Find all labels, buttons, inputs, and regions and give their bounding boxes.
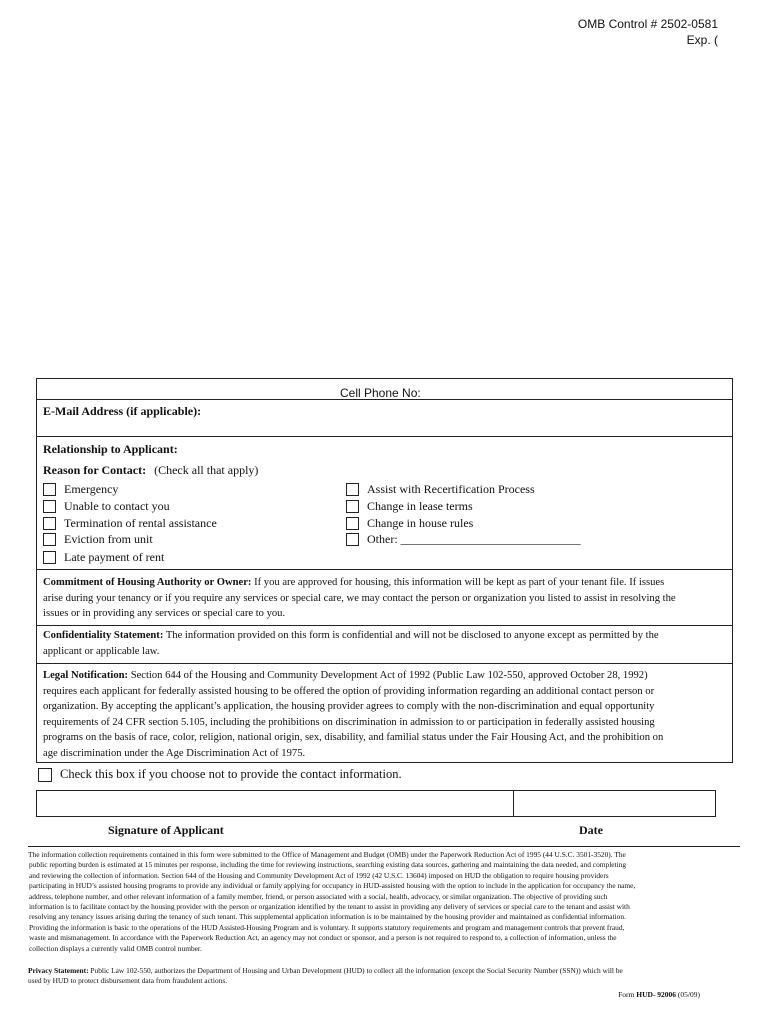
cell-phone-label: Cell Phone No: — [340, 386, 421, 400]
relationship-label: Relationship to Applicant: — [43, 442, 178, 456]
reason-option-label: Emergency — [64, 482, 119, 496]
reason-option[interactable] — [346, 532, 581, 547]
divider — [37, 436, 732, 437]
burden-line: The information collection requirements contained in this form were submitted to the Office of Management and Budget (OMB) under the Paperwork Reduction Act of 1995 (44 U.S.C. 3501-3520). The — [28, 850, 626, 859]
reason-label: Reason for Contact: — [43, 463, 147, 477]
form-prefix: Form — [618, 990, 635, 999]
divider — [37, 625, 732, 626]
burden-line: Providing the information is basic to the operations of the HUD Assisted-Housing Program and is voluntary. It supports statutory requirements and program and management controls that prevent fraud, — [29, 922, 625, 932]
form-date: (05/09) — [677, 990, 700, 999]
reason-option-label: Termination of rental assistance — [64, 516, 217, 530]
opt-out-checkbox[interactable] — [38, 768, 52, 782]
reason-option[interactable] — [43, 482, 118, 497]
omb-expiration: Exp. ( — [686, 33, 718, 47]
commitment-text: issues or in providing any services or special care to you. — [43, 608, 286, 619]
reason-option[interactable] — [43, 532, 153, 547]
confidentiality-section — [43, 628, 723, 659]
reason-option[interactable] — [346, 482, 535, 497]
reason-hint: (Check all that apply) — [154, 463, 259, 477]
reason-option[interactable] — [43, 516, 217, 531]
commitment-text: arise during your tenancy or if you require any services or special care, we may contact the person or organization you listed to assist in resolving the — [43, 592, 676, 604]
divider — [28, 846, 740, 847]
reason-option-label: Unable to contact you — [64, 499, 170, 513]
reason-option-label: Change in lease terms — [367, 499, 473, 513]
burden-line: collection displays a currently valid OMB control number. — [29, 943, 202, 953]
legal-title: Legal Notification: — [43, 670, 129, 681]
burden-statement — [28, 850, 740, 954]
house-rules-checkbox[interactable] — [346, 517, 359, 530]
date-label: Date — [579, 823, 603, 837]
burden-line: resolving any tenancy issues arising during the tenancy of such tenant. This supplemental application information is to be maintained by the housing provider and maintained as confidential information. — [29, 912, 626, 922]
burden-line: public reporting burden is estimated at 15 minutes per response, including the time for reviewing instructions, searching existing data sources, gathering and maintaining the data needed, and completing — [29, 860, 627, 870]
signature-label: Signature of Applicant — [108, 823, 224, 837]
legal-text: requirements of 24 CFR section 5.105, including the prohibitions on discrimination in admission to or participation in federally assisted housing — [43, 716, 655, 728]
other-checkbox[interactable] — [346, 533, 359, 546]
confidentiality-title: Confidentiality Statement: — [43, 630, 164, 641]
email-label: E-Mail Address (if applicable): — [43, 404, 202, 418]
signature-field[interactable] — [37, 791, 512, 816]
reason-option[interactable] — [43, 499, 170, 514]
opt-out-label: Check this box if you choose not to provide the contact information. — [60, 767, 402, 781]
lease-terms-checkbox[interactable] — [346, 500, 359, 513]
recertification-checkbox[interactable] — [346, 483, 359, 496]
privacy-statement — [28, 966, 740, 987]
reason-option[interactable] — [346, 516, 473, 531]
reason-option-label: Assist with Recertification Process — [367, 482, 535, 496]
commitment-section — [43, 575, 723, 622]
omb-control-number: OMB Control # 2502-0581 — [577, 17, 718, 31]
form-number — [618, 990, 700, 999]
reason-option-label: Other: ______________________________ — [367, 532, 581, 546]
burden-line: waste and mismanagement. In accordance with the Paperwork Reduction Act, an agency may not conduct or sponsor, and a person is not required to respond to, a collection of information, unless the — [29, 933, 617, 943]
emergency-checkbox[interactable] — [43, 483, 56, 496]
burden-line: address, telephone number, and other relevant information of a family member, friend, or person associated with a social, health, advocacy, or similar organization. The objective of providing such — [29, 891, 608, 901]
confidentiality-text: The information provided on this form is confidential and will not be disclosed to anyone except as permitted by the — [165, 630, 659, 641]
confidentiality-text: applicant or applicable law. — [43, 645, 160, 657]
privacy-text: used by HUD to protect disbursement data from fraudulent actions. — [28, 976, 228, 986]
opt-out-option[interactable] — [38, 767, 402, 782]
legal-text: requires each applicant for federally assisted housing to be offered the option of providing information regarding an additional contact person or — [43, 685, 655, 697]
legal-notification-section — [43, 668, 723, 761]
burden-line: participating in HUD’s assisted housing programs to provide any individual or family applying for occupancy in HUD-assisted housing with the option to include in the application for occupancy the name, — [29, 881, 636, 891]
divider — [37, 663, 732, 664]
unable-to-contact-checkbox[interactable] — [43, 500, 56, 513]
legal-text: age discrimination under the Age Discrimination Act of 1975. — [43, 747, 306, 759]
divider — [37, 569, 732, 570]
burden-line: and reviewing the collection of information. Section 644 of the Housing and Community Development Act of 1992 (42 U.S.C. 13604) imposed on HUD the obligation to require housing providers — [29, 870, 609, 880]
termination-checkbox[interactable] — [43, 517, 56, 530]
reason-for-contact — [43, 461, 258, 479]
late-payment-checkbox[interactable] — [43, 551, 56, 564]
privacy-text: Public Law 102-550, authorizes the Department of Housing and Urban Development (HUD) to collect all the information (except the Social Security Number (SSN)) which will be — [90, 966, 623, 975]
commitment-title: Commitment of Housing Authority or Owner: — [43, 577, 252, 588]
eviction-checkbox[interactable] — [43, 533, 56, 546]
commitment-text: If you are approved for housing, this information will be kept as part of your tenant file. If issues — [254, 577, 665, 588]
reason-option[interactable] — [346, 499, 473, 514]
reason-option-label: Eviction from unit — [64, 532, 153, 546]
reason-option-label: Late payment of rent — [64, 550, 165, 564]
legal-text: programs on the basis of race, color, religion, national origin, sex, disability, and familial status under the Fair Housing Act, and the prohibition on — [43, 732, 664, 743]
privacy-title: Privacy Statement: — [28, 966, 89, 975]
reason-option-label: Change in house rules — [367, 516, 474, 530]
legal-text: organization. By accepting the applicant’s application, the housing provider agrees to comply with the non-discrimination and equal opportunity — [43, 701, 655, 712]
burden-line: information is to facilitate contact by the housing provider with the person or organization identified by the tenant to assist in providing any delivery of services or special care to the tenant and assist with — [29, 902, 630, 912]
omb-header — [578, 16, 718, 48]
date-field[interactable] — [513, 791, 715, 816]
reason-option[interactable] — [43, 550, 164, 565]
legal-text: Section 644 of the Housing and Community Development Act of 1992 (Public Law 102-550, approved October 28, 1992) — [130, 670, 648, 681]
form-id: HUD- 92006 — [636, 990, 677, 999]
